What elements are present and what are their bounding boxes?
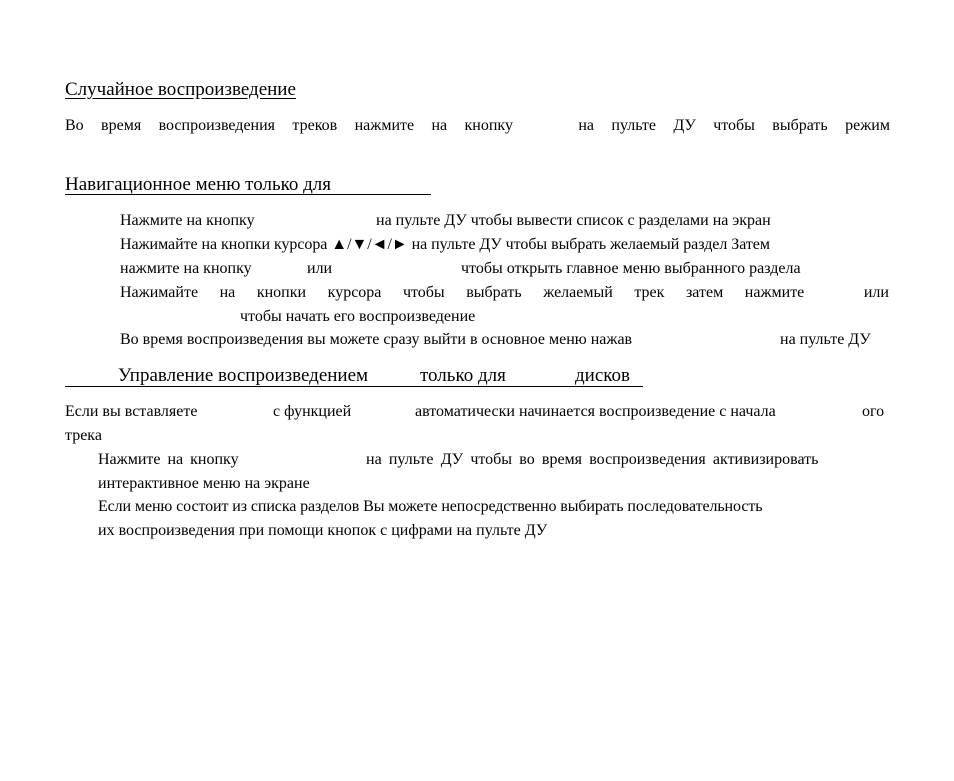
word: Во (65, 117, 84, 134)
word: трек (634, 284, 665, 301)
pbc-p3-line2: их воспроизведения при помощи кнопок с цифрами на пульте ДУ (98, 522, 548, 539)
pbc-p2-a: Нажмите на кнопку (98, 451, 239, 468)
heading-playback-control-c: дисков (575, 365, 631, 386)
pbc-p1-b: с функцией (273, 403, 352, 420)
word: воспроизведения (158, 117, 276, 134)
word: время (101, 117, 142, 134)
heading-playback-control-a: Управление воспроизведением (118, 365, 369, 386)
word: желаемый (543, 284, 613, 301)
nav-p3-line1 (120, 283, 889, 303)
nav-p2-line2-a: нажмите на кнопку (120, 260, 252, 277)
word: на (219, 284, 236, 301)
word: нажмите (354, 117, 415, 134)
word: на (578, 117, 595, 134)
nav-p4-text: Во время воспроизведения вы можете сразу выйти в основное меню нажав (120, 331, 633, 348)
random-playback-line (65, 116, 890, 136)
pbc-p2-line2: интерактивное меню на экране (98, 475, 310, 492)
word: Нажимайте (120, 284, 199, 301)
nav-p2-line1: Нажимайте на кнопки курсора ▲/▼/◄/► на пульте ДУ чтобы выбрать желаемый раздел Затем (120, 236, 770, 253)
word: нажмите (744, 284, 805, 301)
word: треков (292, 117, 338, 134)
nav-p1-continuation: на пульте ДУ чтобы вывести список с разделами на экран (376, 212, 771, 229)
word: ДУ (673, 117, 696, 134)
word: курсора (327, 284, 382, 301)
pbc-p1-a: Если вы вставляете (65, 403, 198, 420)
word: затем (685, 284, 724, 301)
word: чтобы (402, 284, 445, 301)
heading-playback-control-b: только для (420, 365, 506, 386)
nav-p3-line2: чтобы начать его воспроизведение (240, 308, 476, 325)
nav-p2-line2-or: или (307, 260, 333, 277)
word: выбрать (772, 117, 828, 134)
heading-navigation-menu: Навигационное меню только для (65, 174, 332, 195)
nav-p2-line2-b: чтобы открыть главное меню выбранного раздела (461, 260, 801, 277)
pbc-p1-c: автоматически начинается воспроизведение с начала (415, 403, 776, 420)
heading-random-playback: Случайное воспроизведение (65, 79, 296, 100)
pbc-p2-b: на пульте ДУ чтобы во время воспроизведения активизировать (366, 451, 819, 468)
nav-p1-text: Нажмите на кнопку (120, 212, 255, 229)
nav-p4-continuation: на пульте ДУ (780, 331, 871, 348)
word: режим (845, 117, 890, 134)
word: кнопки (256, 284, 307, 301)
pbc-p3-line1: Если меню состоит из списка разделов Вы можете непосредственно выбирать последовательность (98, 498, 763, 515)
word: кнопку (464, 117, 513, 134)
word: выбрать (466, 284, 522, 301)
word: или (863, 284, 889, 301)
pbc-p1-line2: трека (65, 427, 102, 444)
pbc-p1-d: ого (862, 403, 885, 420)
heading-underline (65, 386, 643, 387)
word: чтобы (713, 117, 755, 134)
heading-underline (65, 194, 431, 195)
word: на (431, 117, 448, 134)
word: пульте (611, 117, 657, 134)
